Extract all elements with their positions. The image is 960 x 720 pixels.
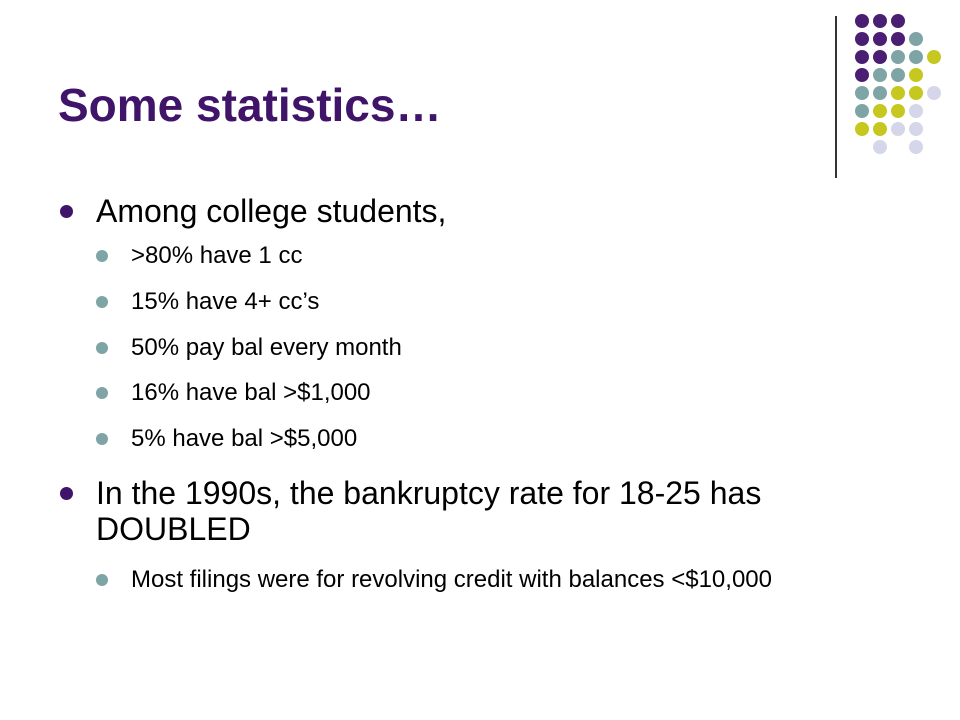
- decorative-dot: [891, 50, 905, 64]
- decorative-dot: [873, 140, 887, 154]
- bullet-item: [96, 475, 856, 547]
- sub-bullet-icon: [96, 574, 108, 586]
- decorative-dot: [909, 140, 923, 154]
- decorative-dot: [873, 86, 887, 100]
- sub-bullet-item: [131, 333, 921, 363]
- decorative-dot: [873, 68, 887, 82]
- decorative-dot: [909, 122, 923, 136]
- bullet-icon: [60, 487, 73, 500]
- sub-bullet-text: 50% pay bal every month: [131, 334, 402, 361]
- decorative-dot: [873, 122, 887, 136]
- decorative-dot: [855, 50, 869, 64]
- sub-bullet-icon: [96, 296, 108, 308]
- decorative-dot: [891, 32, 905, 46]
- decorative-dot: [909, 68, 923, 82]
- decorative-dot: [855, 68, 869, 82]
- slide-title: Some statistics…: [58, 79, 442, 131]
- sub-bullet-text: 5% have bal >$5,000: [131, 425, 358, 452]
- decorative-dot: [891, 104, 905, 118]
- sub-bullet-item: [131, 424, 921, 454]
- sub-bullet-item: [131, 241, 921, 271]
- sub-bullet-icon: [96, 342, 108, 354]
- decorative-dot: [909, 32, 923, 46]
- sub-bullet-item: [131, 565, 901, 595]
- bullet-text: In the 1990s, the bankruptcy rate for 18-25 has DOUBLED: [96, 475, 762, 547]
- decorative-dot: [909, 50, 923, 64]
- sub-bullet-item: [131, 287, 921, 317]
- sub-bullet-text: >80% have 1 cc: [131, 242, 303, 269]
- sub-bullet-text: 15% have 4+ cc’s: [131, 288, 320, 315]
- decorative-dot: [891, 122, 905, 136]
- decorative-dot: [873, 14, 887, 28]
- bullet-item: [96, 193, 916, 229]
- decorative-dot: [873, 32, 887, 46]
- decorative-dot: [927, 50, 941, 64]
- decorative-dot: [909, 86, 923, 100]
- decorative-dot: [855, 104, 869, 118]
- sub-bullet-icon: [96, 387, 108, 399]
- decorative-dot: [855, 86, 869, 100]
- decorative-dot: [891, 86, 905, 100]
- sub-bullet-text: Most filings were for revolving credit with balances <$10,000: [131, 566, 772, 593]
- sub-bullet-icon: [96, 250, 108, 262]
- decorative-dot: [909, 104, 923, 118]
- decorative-dot: [873, 50, 887, 64]
- sub-bullet-text: 16% have bal >$1,000: [131, 379, 371, 406]
- vertical-divider: [835, 16, 837, 178]
- bullet-text: Among college students,: [96, 193, 447, 229]
- decorative-dot: [855, 14, 869, 28]
- decorative-dot: [855, 32, 869, 46]
- bullet-icon: [60, 205, 73, 218]
- decorative-dot: [873, 104, 887, 118]
- sub-bullet-item: [131, 378, 921, 408]
- decorative-dot: [927, 86, 941, 100]
- decorative-dot: [891, 14, 905, 28]
- sub-bullet-icon: [96, 433, 108, 445]
- decorative-dot: [891, 68, 905, 82]
- decorative-dot: [855, 122, 869, 136]
